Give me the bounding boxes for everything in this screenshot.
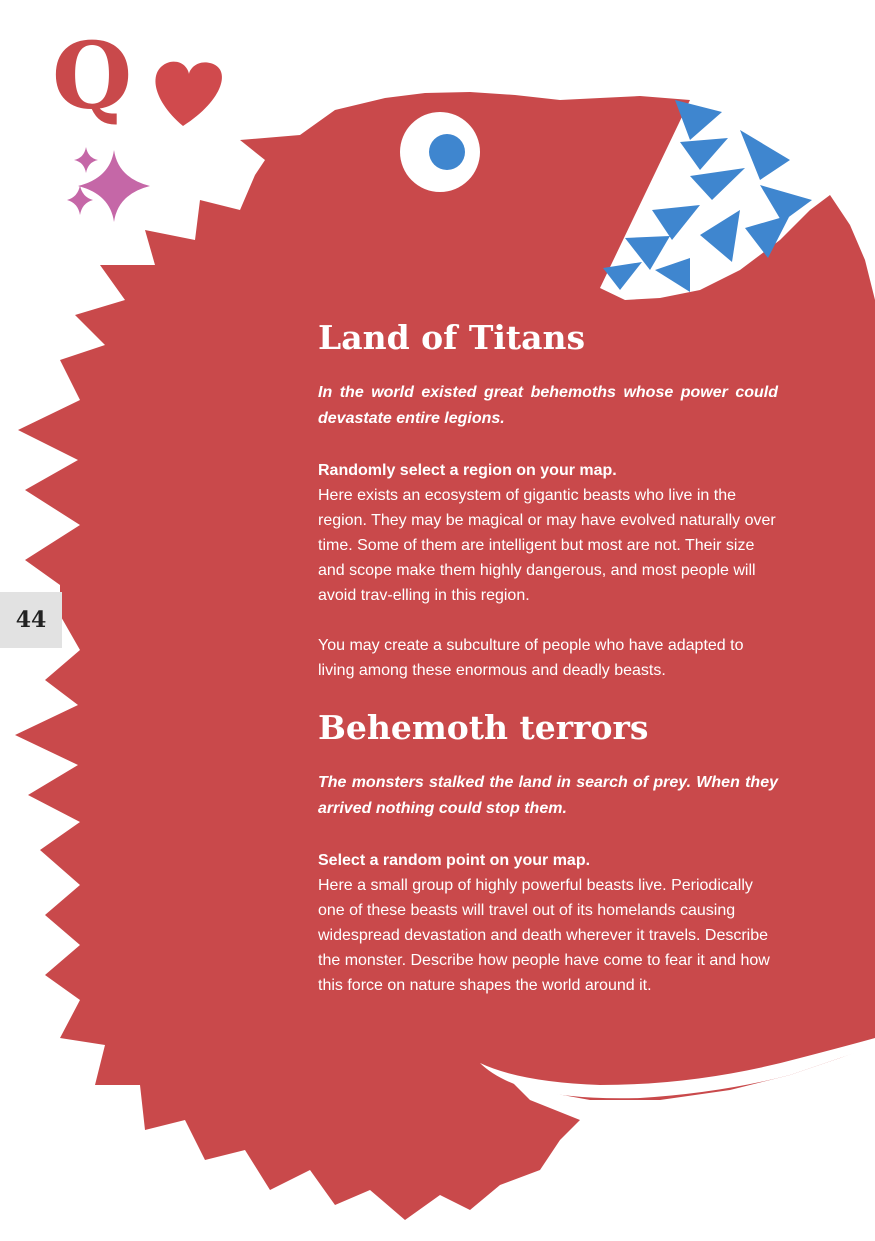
sparkle-icon	[67, 147, 150, 222]
content-area	[318, 318, 778, 1023]
section-behemoth-terrors	[318, 708, 778, 998]
section-paragraph: Here a small group of highly powerful beasts live. Periodically one of these beasts will travel out of its homelands causing widespread devastation and death wherever it travels. Describe the monster. Describe how people have come to fear it and how this force on nature shapes the world around it.	[318, 877, 770, 994]
card-rank: Q	[52, 22, 133, 130]
section-intro: In the world existed great behemoths whose power could devastate entire legions.	[318, 384, 778, 427]
section-instruction: Select a random point on your map.	[318, 852, 591, 869]
page-number: 44	[0, 592, 62, 648]
monster-pupil	[429, 134, 465, 170]
section-intro: The monsters stalked the land in search of prey. When they arrived nothing could stop them.	[318, 774, 778, 817]
section-land-of-titans	[318, 318, 778, 683]
heart-icon	[155, 62, 221, 126]
section-title: Land of Titans	[318, 318, 586, 357]
section-title: Behemoth terrors	[318, 708, 649, 747]
section-paragraph: You may create a subculture of people who have adapted to living among these enormous and deadly beasts.	[318, 637, 744, 679]
section-paragraph: Here exists an ecosystem of gigantic beasts who live in the region. They may be magical or may have evolved naturally over time. Some of them are intelligent but most are not. Their size and scope make them highly dangerous, and most people will avoid trav-elling in this region.	[318, 487, 776, 604]
section-instruction: Randomly select a region on your map.	[318, 462, 617, 479]
